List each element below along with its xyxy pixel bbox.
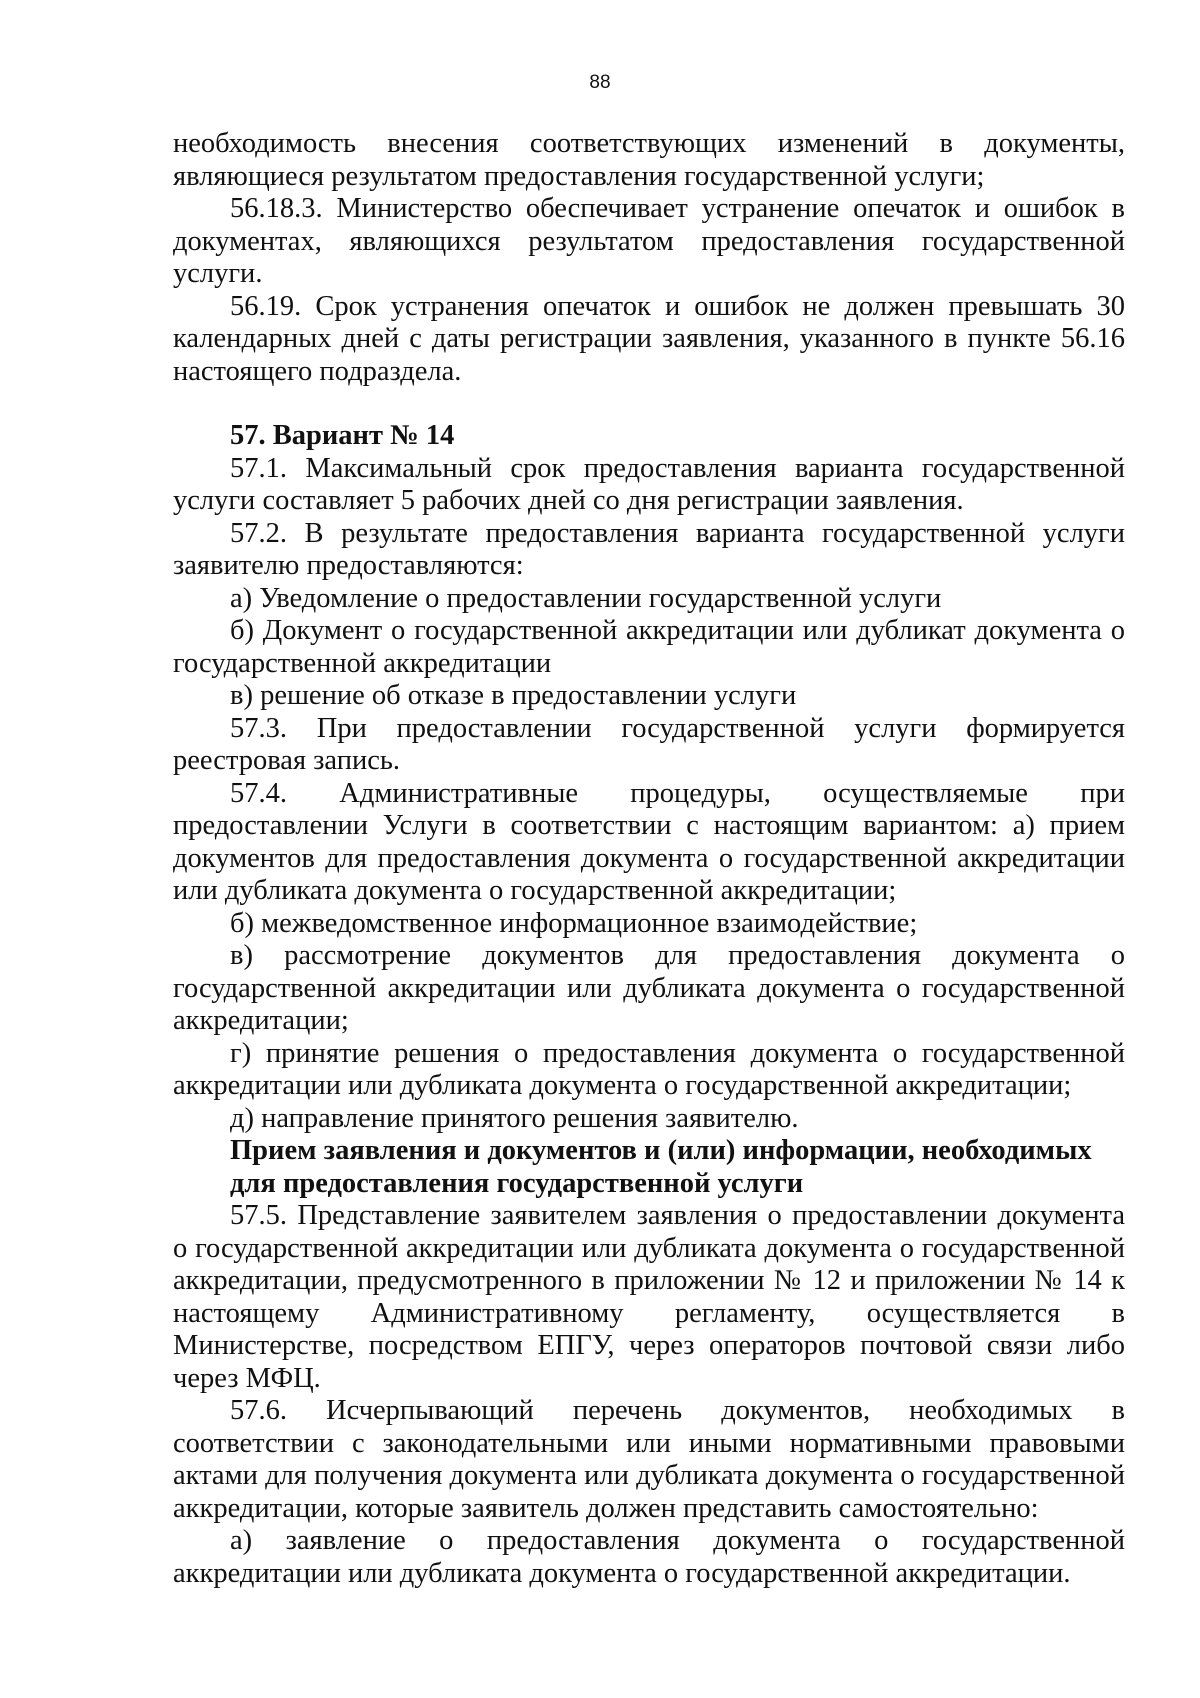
list-item-g: г) принятие решения о предоставления документа о государственной аккредитации или дубликата документа о государственной аккредитации;	[173, 1037, 1125, 1101]
page-number: 88	[589, 72, 611, 93]
paragraph-57-4: 57.4. Административные процедуры, осуществляемые при предоставлении Услуги в соответствии с настоящим вариантом: а) прием документов для предоставления документа о государственной аккредитации или дубликата документа о государственной аккредитации;	[173, 777, 1125, 906]
subsection-title-line-1: Прием заявления и документов и (или) информации, необходимых	[230, 1135, 1092, 1166]
list-item-v-2: в) рассмотрение документов для предоставления документа о государственной аккредитации или дубликата документа о государственной аккредитации;	[173, 940, 1125, 1036]
section-title: 57. Вариант № 14	[230, 420, 455, 451]
subsection-title-line-2: для предоставления государственной услуги	[230, 1167, 804, 1199]
paragraph-continuation: необходимость внесения соответствующих изменений в документы, являющиеся результатом предоставления государственной услуги;	[173, 128, 1125, 192]
list-item-d: д) направление принятого решения заявителю.	[230, 1102, 799, 1134]
paragraph-56-19: 56.19. Срок устранения опечаток и ошибок не должен превышать 30 календарных дней с даты регистрации заявления, указанного в пункте 56.16 настоящего подраздела.	[173, 290, 1125, 387]
list-item-b-2: б) межведомственное информационное взаимодействие;	[230, 907, 918, 939]
paragraph-56-18-3: 56.18.3. Министерство обеспечивает устранение опечаток и ошибок в документах, являющихся результатом предоставления государственной услуги.	[173, 193, 1125, 289]
list-item-b: б) Документ о государственной аккредитации или дубликат документа о государственной аккредитации	[173, 615, 1125, 679]
document-body	[173, 128, 1125, 1590]
list-item-a-2: а) заявление о предоставления документа о государственной аккредитации или дубликата документа о государственной аккредитации.	[173, 1525, 1125, 1589]
paragraph-57-2: 57.2. В результате предоставления варианта государственной услуги заявителю предоставляются:	[173, 517, 1125, 581]
paragraph-57-1: 57.1. Максимальный срок предоставления варианта государственной услуги составляет 5 рабочих дней со дня регистрации заявления.	[173, 452, 1125, 516]
list-item-v: в) решение об отказе в предоставлении услуги	[230, 680, 797, 711]
paragraph-57-3: 57.3. При предоставлении государственной услуги формируется реестровая запись.	[173, 712, 1125, 776]
paragraph-57-5: 57.5. Представление заявителем заявления о предоставлении документа о государственной аккредитации или дубликата документа о государственной аккредитации, предусмотренного в приложении № 12 и приложении № 14 к настоящему Административному регламенту, осуществляется в Министерстве, посредством ЕПГУ, через операторов почтовой связи либо через МФЦ.	[173, 1200, 1125, 1394]
list-item-a: а) Уведомление о предоставлении государственной услуги	[230, 582, 942, 614]
paragraph-57-6: 57.6. Исчерпывающий перечень документов, необходимых в соответствии с законодательными или иными нормативными правовыми актами для получения документа или дубликата документа о государственной аккредитации, которые заявитель должен представить самостоятельно:	[173, 1395, 1125, 1524]
